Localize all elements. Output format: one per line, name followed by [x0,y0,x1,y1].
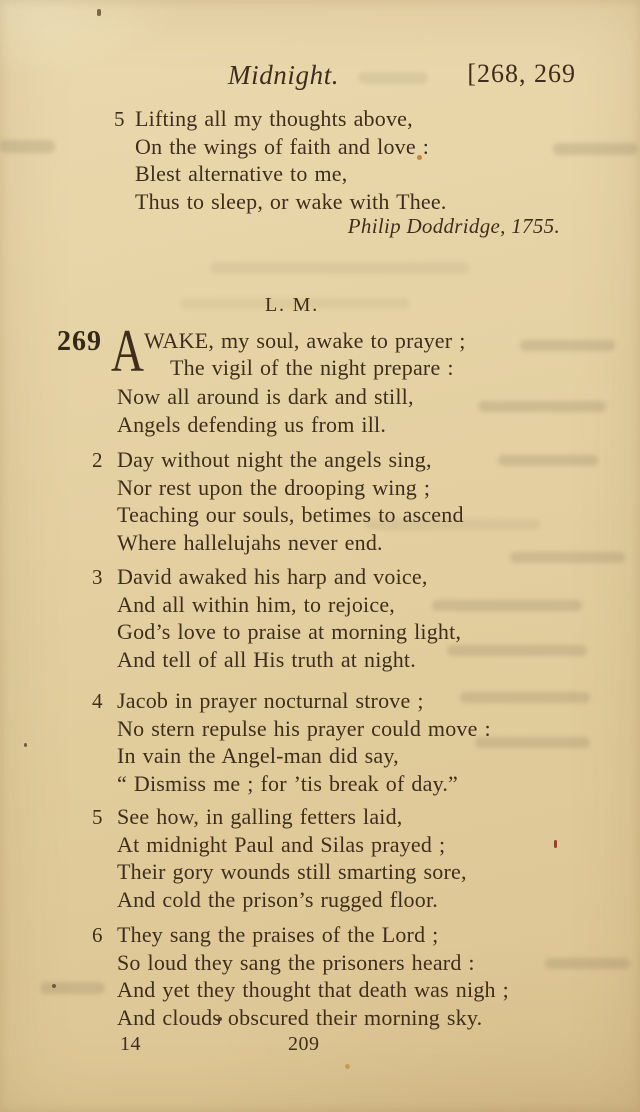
hymn-number: 269 [57,326,102,357]
verse-line: And yet they thought that death was nigh ; [117,977,509,1002]
showthrough-ghost [553,143,638,155]
meter-label: L. M. [265,294,319,316]
verse-line: And cold the prison’s rugged floor. [117,886,438,912]
verse-number: 6 [92,923,103,947]
dropcap-initial: A [111,318,145,384]
paper-speck [52,984,56,988]
verse-number: 3 [92,565,103,589]
showthrough-ghost [510,552,625,563]
verse-line: Lifting all my thoughts above, [135,106,413,131]
first-verse-rest [117,383,414,438]
verse-line: No stern repulse his prayer could move : [117,715,491,741]
verse-line: Angels defending us from ill. [117,411,387,437]
running-title: Midnight. [228,60,340,90]
verse-line: David awaked his harp and voice, [117,564,428,589]
page-number: 209 [288,1033,320,1055]
verse-line: God’s love to praise at morning light, [117,619,462,644]
showthrough-ghost [447,645,587,656]
verse-number: 5 [114,107,125,131]
verse-line: At midnight Paul and Silas prayed ; [117,831,446,857]
showthrough-ghost [40,982,105,994]
showthrough-ghost [520,340,615,351]
verse-line: Now all around is dark and still, [117,384,414,409]
verse [92,563,462,673]
page-reference: [268, 269 [467,59,576,88]
verse-line: Jacob in prayer nocturnal strove ; [117,688,424,713]
verse-line: Nor rest upon the drooping wing ; [117,474,431,500]
verse-number: 2 [92,448,103,472]
verse [92,446,464,556]
verse-line: Where hallelujahs never end. [117,529,383,555]
verse-line: “ Dismiss me ; for ’tis break of day.” [117,770,459,796]
verse-line: And clouds obscured their morning sky. [117,1004,483,1030]
verse-line: On the wings of faith and love : [135,133,430,159]
paper-speck [97,9,101,16]
showthrough-ghost [0,140,55,153]
verse-line: Their gory wounds still smarting sore, [117,859,467,884]
verse [92,921,509,1031]
verse-line: See how, in galling fetters laid, [117,804,403,829]
verse-line: And all within him, to rejoice, [117,591,395,617]
verse-line: And tell of all His truth at night. [117,646,416,672]
verse-line: In vain the Angel-man did say, [117,743,399,768]
verse [92,687,491,797]
verse-line: Blest alternative to me, [135,161,348,186]
verse-line: The vigil of the night prepare : [170,355,454,380]
verse-line: So loud they sang the prisoners heard : [117,949,475,975]
showthrough-ghost [475,737,590,748]
showthrough-ghost [358,72,428,84]
verse-line: They sang the praises of the Lord ; [117,922,439,947]
paper-speck [554,840,557,848]
paper-speck [345,1064,350,1069]
verse-line: Thus to sleep, or wake with Thee. [135,188,447,214]
verse-line: Day without night the angels sing, [117,447,432,472]
author-attribution: Philip Doddridge, 1755. [347,214,560,238]
showthrough-ghost [210,262,470,274]
prev-hymn-verse [114,105,447,215]
verse-line: Teaching our souls, betimes to ascend [117,502,464,527]
verse-number: 5 [92,805,103,829]
verse [92,803,467,913]
verse-number: 4 [92,689,103,713]
showthrough-ghost [498,455,598,466]
signature-mark: 14 [120,1033,141,1055]
showthrough-ghost [478,401,606,412]
showthrough-ghost [545,958,630,969]
verse-line: WAKE, my soul, awake to prayer ; [144,328,466,353]
paper-speck [24,743,27,747]
